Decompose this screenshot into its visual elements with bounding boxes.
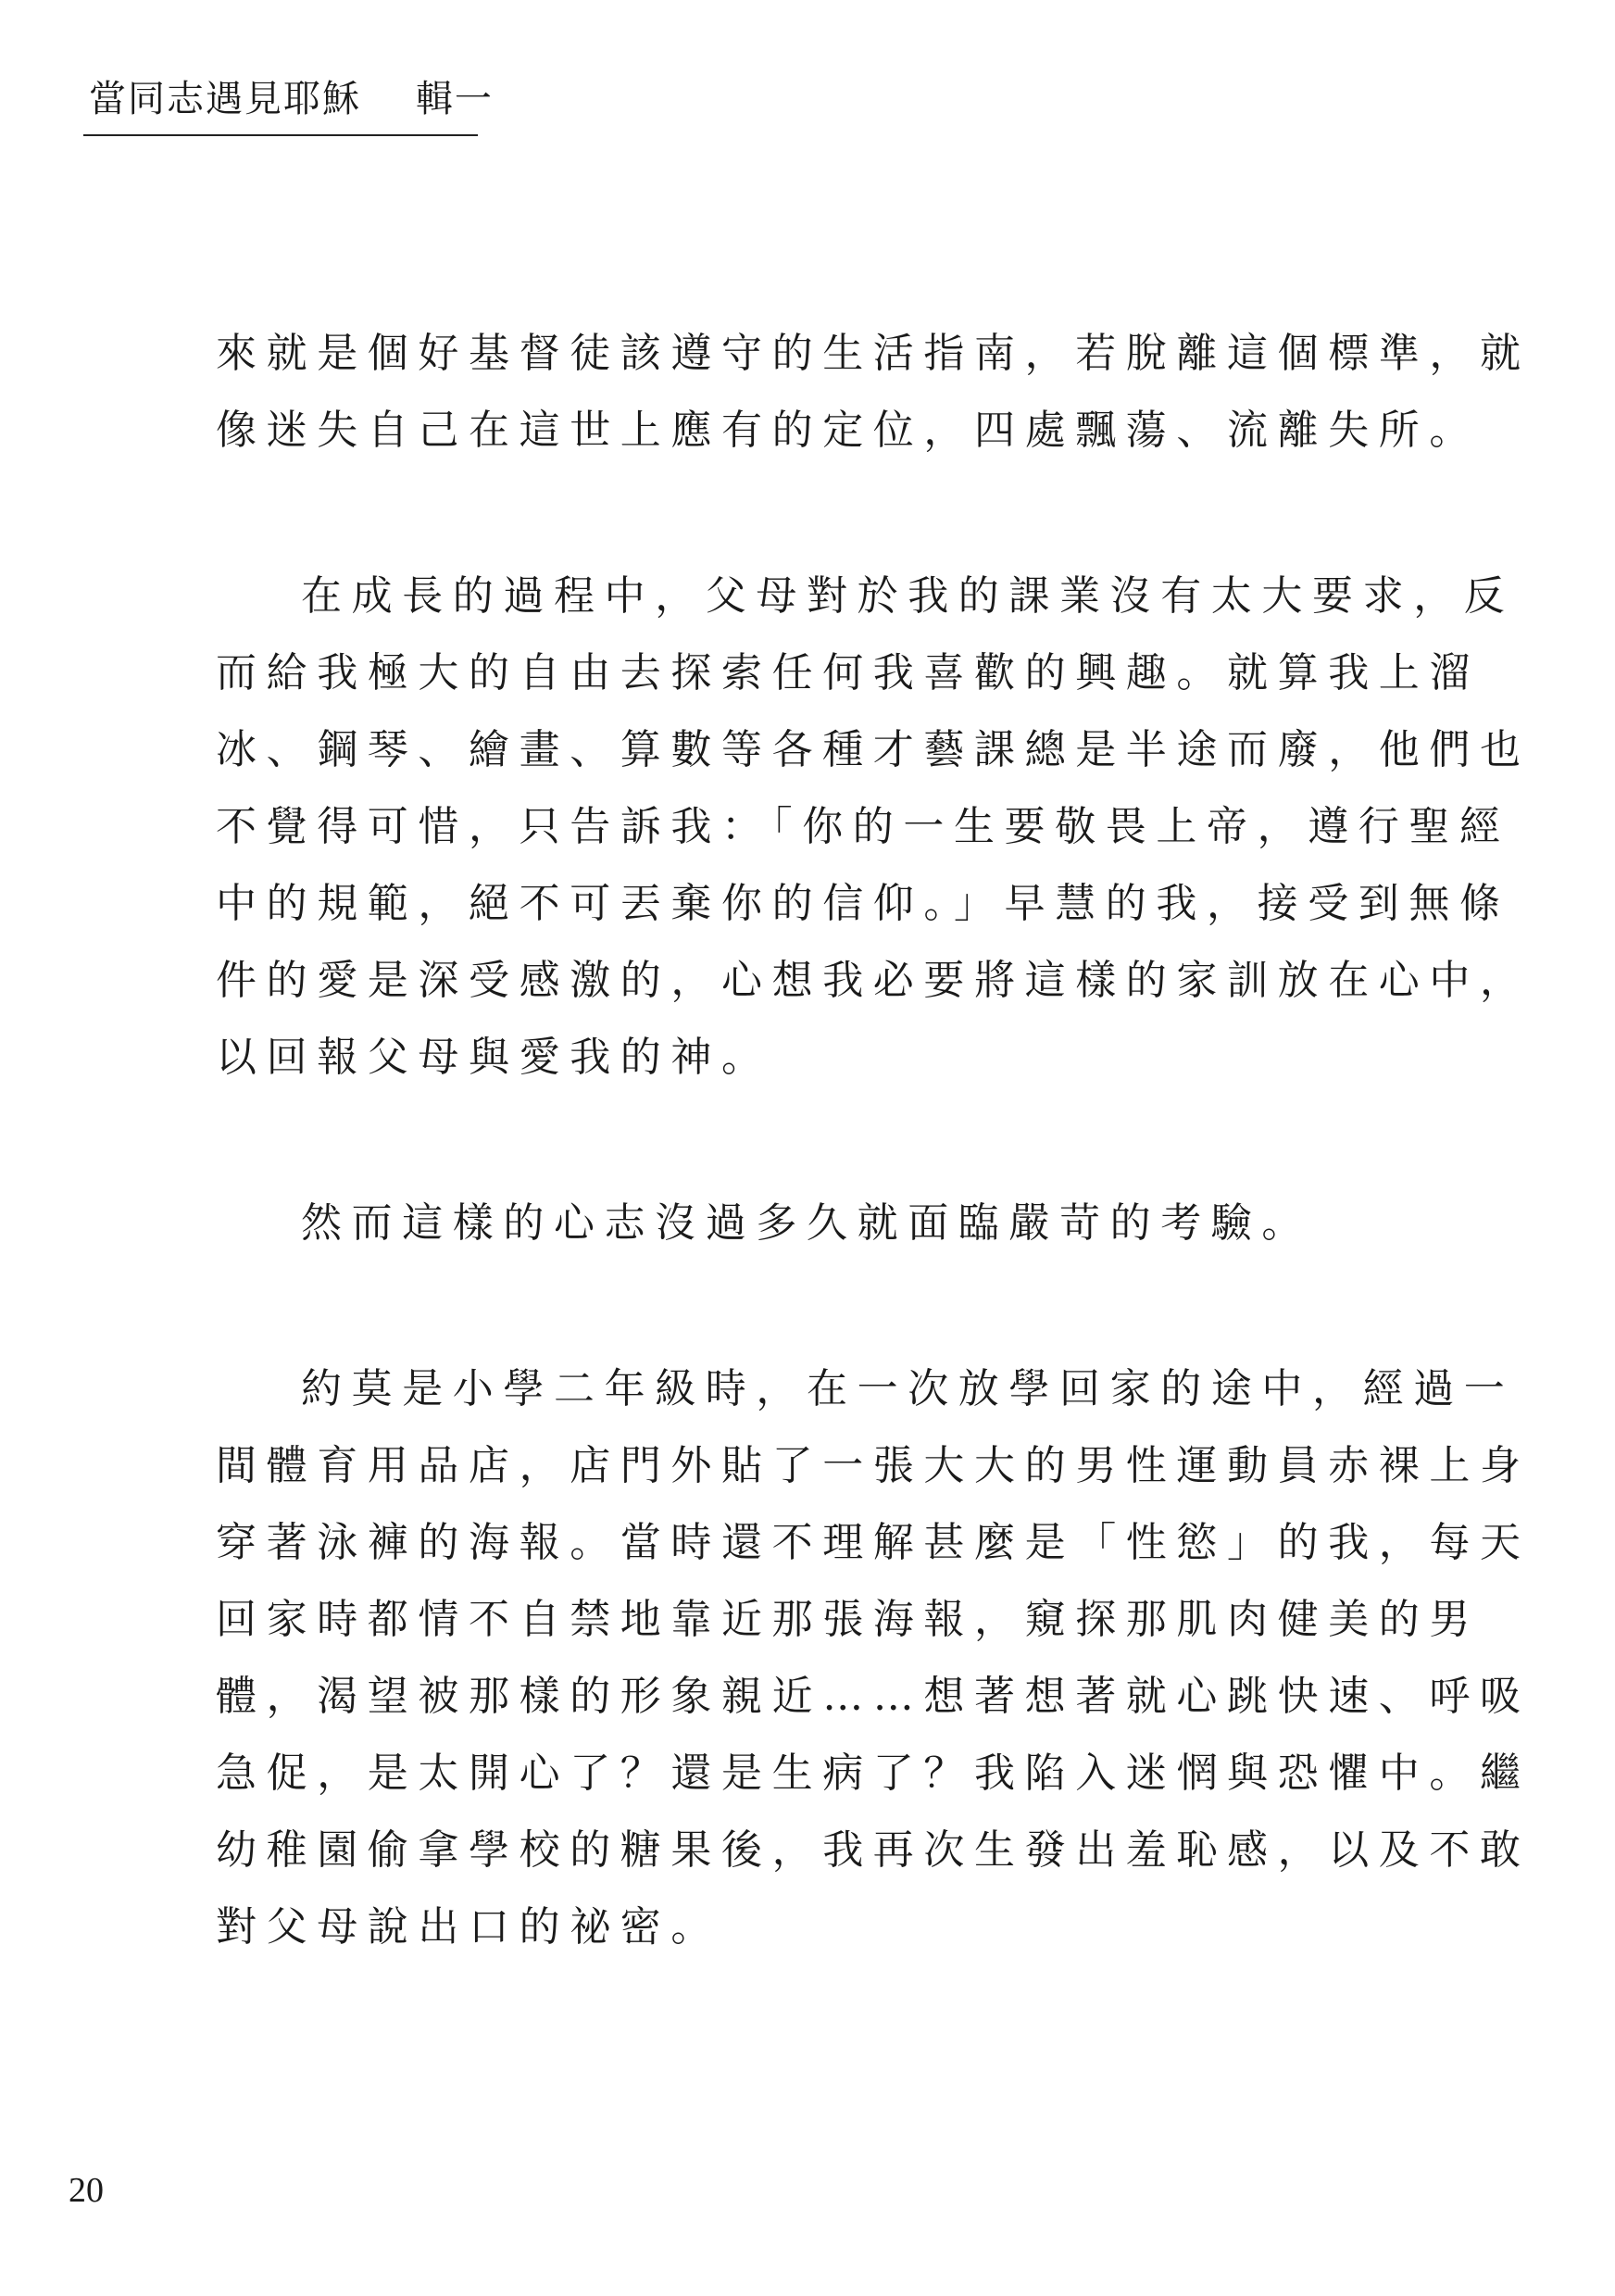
text-line: 穿著泳褲的海報。當時還不理解甚麼是「性慾」的我，每天	[216, 1519, 1531, 1566]
book-title: 當同志遇見耶穌	[89, 78, 361, 120]
running-header	[89, 76, 494, 122]
text-line: 在成長的過程中，父母對於我的課業沒有太大要求，反	[301, 572, 1515, 620]
paragraph	[216, 315, 1531, 469]
text-line: 來就是個好基督徒該遵守的生活指南，若脫離這個標準，就	[216, 330, 1531, 377]
text-line: 對父母說出口的祕密。	[216, 1903, 721, 1951]
text-line: 體，渴望被那樣的形象親近……想著想著就心跳快速、呼吸	[216, 1673, 1531, 1720]
text-line: 不覺得可惜，只告訴我：「你的一生要敬畏上帝，遵行聖經	[216, 803, 1510, 850]
paragraph	[216, 1350, 1531, 1965]
text-line: 而給我極大的自由去探索任何我喜歡的興趣。就算我上溜	[216, 649, 1480, 696]
text-line: 像迷失自己在這世上應有的定位，四處飄蕩、流離失所。	[216, 407, 1480, 454]
text-line: 件的愛是深受感激的，心想我必要將這樣的家訓放在心中，	[216, 957, 1531, 1004]
paragraph-gap	[216, 469, 1364, 558]
text-line: 間體育用品店，店門外貼了一張大大的男性運動員赤裸上身	[216, 1442, 1531, 1489]
text-line: 回家時都情不自禁地靠近那張海報，窺探那肌肉健美的男	[216, 1596, 1480, 1643]
text-line: 冰、鋼琴、繪畫、算數等各種才藝課總是半途而廢，他們也	[216, 726, 1531, 773]
text-line: 約莫是小學二年級時，在一次放學回家的途中，經過一	[301, 1365, 1515, 1412]
text-line: 急促，是太開心了？還是生病了？我陷入迷惘與恐懼中。繼	[216, 1750, 1531, 1797]
section-label: 輯一	[415, 78, 494, 120]
text-line: 中的規範，絕不可丟棄你的信仰。」早慧的我，接受到無條	[216, 880, 1510, 927]
paragraph	[216, 558, 1531, 1096]
paragraph-gap	[216, 1096, 1364, 1185]
paragraph	[216, 1185, 1364, 1261]
header-rule	[83, 134, 478, 136]
text-line: 以回報父母與愛我的神。	[216, 1034, 772, 1081]
page-number: 20	[69, 2171, 104, 2210]
text-line: 幼稚園偷拿學校的糖果後，我再次生發出羞恥感，以及不敢	[216, 1826, 1531, 1874]
paragraph-gap	[216, 1261, 1364, 1350]
body-text	[216, 315, 1531, 1965]
text-line: 然而這樣的心志沒過多久就面臨嚴苛的考驗。	[301, 1199, 1312, 1247]
